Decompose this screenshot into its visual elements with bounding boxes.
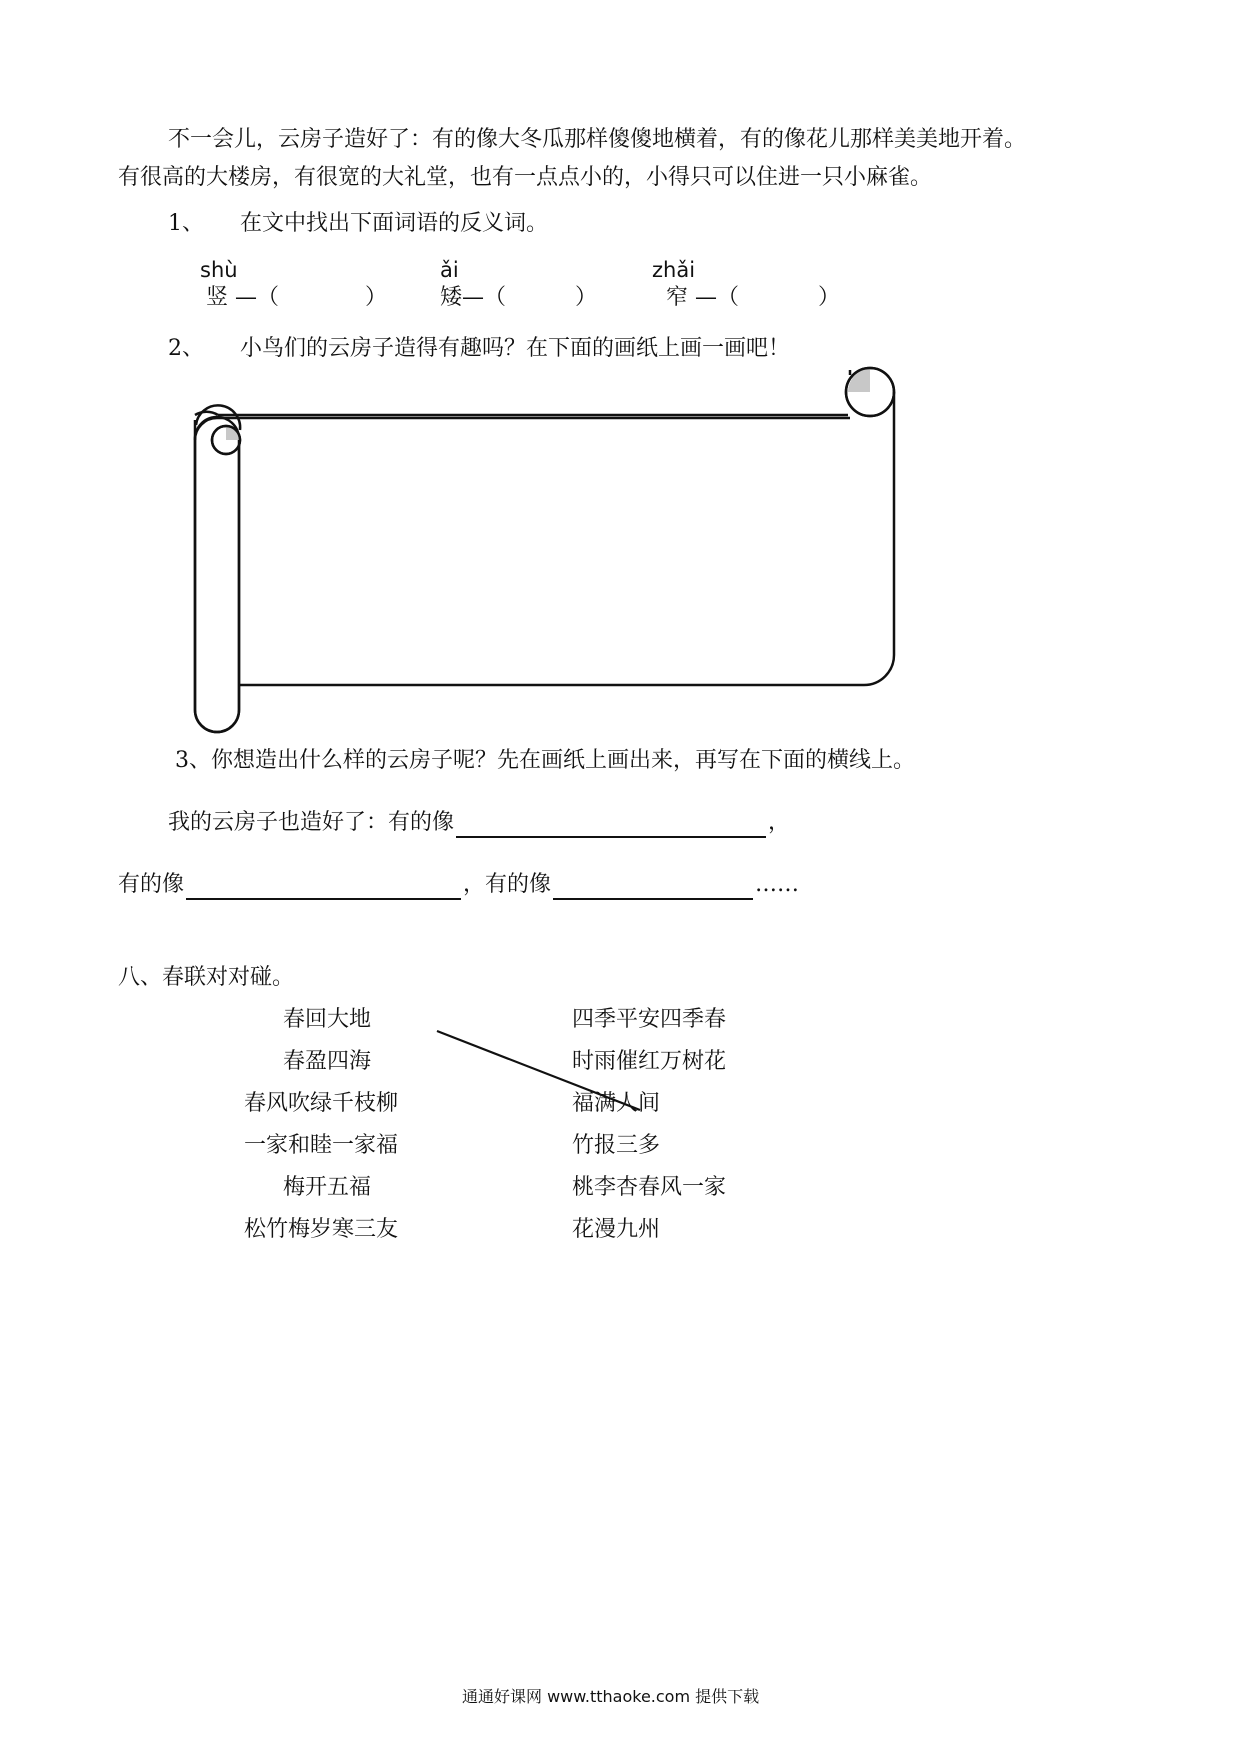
couplet-right-1[interactable]: 四季平安四季春 xyxy=(572,1007,727,1032)
fill-line-2-prefix: 有的像 xyxy=(118,872,185,897)
couplet-left-5[interactable]: 梅开五福 xyxy=(283,1175,372,1200)
q1-close-2: ） xyxy=(575,285,598,310)
couplet-left-1[interactable]: 春回大地 xyxy=(283,1007,372,1032)
q1-word-2: 矮—（ xyxy=(440,285,507,310)
couplet-left-2[interactable]: 春盈四海 xyxy=(283,1049,372,1074)
couplet-right-6[interactable]: 花漫九州 xyxy=(572,1217,661,1242)
q1-pinyin-1: shù xyxy=(200,258,238,282)
q1-word-3: 窄 —（ xyxy=(666,285,739,310)
q1-close-3: ） xyxy=(818,285,841,310)
q1-word-1: 竖 —（ xyxy=(206,285,279,310)
couplet-right-3[interactable]: 福满人间 xyxy=(572,1091,661,1116)
couplet-right-5[interactable]: 桃李杏春风一家 xyxy=(572,1175,727,1200)
q1-text: 在文中找出下面词语的反义词。 xyxy=(240,211,549,236)
fill-line-1-prefix: 我的云房子也造好了：有的像 xyxy=(168,810,455,835)
couplet-right-4[interactable]: 竹报三多 xyxy=(572,1133,661,1158)
couplet-left-4[interactable]: 一家和睦一家福 xyxy=(244,1133,399,1158)
q3-text: 3、你想造出什么样的云房子呢？先在画纸上画出来，再写在下面的横线上。 xyxy=(175,748,915,773)
passage-line-1: 不一会儿，云房子造好了：有的像大冬瓜那样傻傻地横着，有的像花儿那样美美地开着。 xyxy=(168,127,1027,152)
q1-close-1: ） xyxy=(365,285,388,310)
q1-pinyin-2: ǎi xyxy=(440,258,459,282)
fill-line-2-suffix: …… xyxy=(755,872,800,897)
q2-number: 2、 xyxy=(168,336,204,361)
footer-text: 通通好课网 www.tthaoke.com 提供下载 xyxy=(462,1687,760,1706)
couplet-left-6[interactable]: 松竹梅岁寒三友 xyxy=(244,1217,399,1242)
q1-pinyin-3: zhǎi xyxy=(652,258,696,282)
couplet-left-3[interactable]: 春风吹绿千枝柳 xyxy=(244,1091,399,1116)
couplet-right-2[interactable]: 时雨催红万树花 xyxy=(572,1049,727,1074)
fill-line-1-suffix: ， xyxy=(768,810,791,835)
q1-number: 1、 xyxy=(168,211,204,236)
passage-line-2: 有很高的大楼房，有很宽的大礼堂，也有一点点小的，小得只可以住进一只小麻雀。 xyxy=(118,165,933,190)
fill-line-2-mid: ，有的像 xyxy=(463,872,552,897)
q2-text: 小鸟们的云房子造得有趣吗？在下面的画纸上画一画吧！ xyxy=(240,336,791,361)
section-8-title: 八、春联对对碰。 xyxy=(118,965,295,990)
